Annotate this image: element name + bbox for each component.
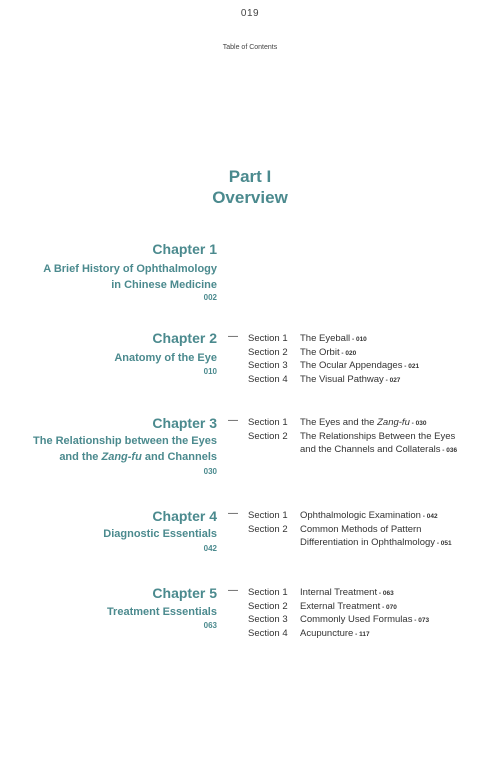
- section-title-continuation: and the Channels and Collaterals - 036: [300, 444, 458, 455]
- section-row: [248, 430, 455, 444]
- chapter-2-page: 010: [203, 367, 217, 376]
- section-row: [248, 359, 419, 374]
- chapter-3-page: 030: [203, 467, 217, 476]
- section-row: [248, 332, 367, 347]
- chapter-3-dash: —: [228, 415, 238, 426]
- section-title: Internal Treatment: [300, 587, 378, 598]
- chapter-1-heading: Chapter 1: [152, 241, 217, 257]
- section-row: [248, 416, 427, 431]
- section-row: [248, 509, 438, 524]
- chapter-3-title-line-1: The Relationship between the Eyes: [33, 435, 217, 447]
- section-label: Section 2: [248, 523, 288, 535]
- chapter-4-title: Diagnostic Essentials: [103, 528, 217, 540]
- section-title: The Eyeball: [300, 333, 351, 344]
- section-row: [248, 613, 429, 628]
- section-page: - 070: [380, 603, 397, 611]
- section-page: - 042: [420, 513, 438, 520]
- section-label: Section 1: [248, 510, 288, 521]
- section-page: - 051: [435, 540, 452, 547]
- section-page: - 073: [412, 617, 430, 624]
- section-label: Section 2: [248, 430, 288, 442]
- chapter-3-heading: Chapter 3: [152, 415, 217, 431]
- section-label: Section 3: [248, 360, 288, 371]
- section-label: Section 1: [248, 333, 288, 344]
- section-title: Commonly Used Formulas: [300, 614, 413, 625]
- chapter-2-heading: Chapter 2: [152, 330, 217, 346]
- section-title: Common Methods of Pattern: [300, 523, 422, 535]
- part-title: [0, 166, 500, 208]
- section-page: - 027: [383, 376, 401, 384]
- section-title: The Orbit: [300, 346, 340, 358]
- chapter-5-title: Treatment Essentials: [106, 606, 217, 618]
- section-row: [248, 373, 400, 388]
- section-page: - 063: [377, 590, 394, 597]
- part-name: Overview: [212, 188, 288, 207]
- section-title: External Treatment: [300, 600, 381, 612]
- chapter-5-heading: Chapter 5: [152, 585, 217, 601]
- running-head: Table of Contents: [222, 44, 278, 51]
- section-title: The Visual Pathway: [300, 373, 384, 385]
- chapter-1-title-line-2: in Chinese Medicine: [111, 279, 217, 291]
- chapter-5-dash: —: [228, 585, 238, 596]
- chapter-4-dash: —: [228, 508, 238, 519]
- section-page: - 020: [339, 349, 357, 357]
- chapter-2-dash: —: [228, 331, 238, 342]
- section-title: The Ocular Appendages: [300, 360, 403, 371]
- section-row: [248, 523, 421, 537]
- section-label: Section 2: [248, 346, 288, 358]
- part-label: Part I: [228, 167, 272, 186]
- section-title: The Relationships Between the Eyes: [300, 430, 456, 442]
- page-number: 019: [240, 8, 260, 19]
- section-label: Section 1: [248, 417, 288, 428]
- section-label: Section 3: [248, 614, 288, 625]
- section-label: Section 1: [248, 587, 288, 598]
- section-row: [248, 600, 397, 615]
- section-page: - 117: [353, 630, 370, 638]
- chapter-1-title-line-1: A Brief History of Ophthalmology: [43, 263, 217, 275]
- section-page: - 010: [350, 336, 367, 343]
- section-row: [248, 627, 370, 642]
- section-label: Section 4: [248, 627, 288, 639]
- section-row: [248, 346, 356, 361]
- chapter-1-title: [43, 261, 217, 293]
- section-row: [248, 586, 394, 601]
- chapter-5-page: 063: [203, 621, 217, 630]
- section-title: The Eyes and the Zang-fu: [300, 417, 410, 428]
- chapter-3-title-line-2: and the Zang-fu and Channels: [59, 451, 217, 463]
- section-title-continuation: Differentiation in Ophthalmology - 051: [300, 537, 452, 548]
- section-label: Section 4: [248, 373, 288, 385]
- chapter-2-title: Anatomy of the Eye: [114, 352, 217, 364]
- section-title: Acupuncture: [300, 627, 354, 639]
- chapter-4-heading: Chapter 4: [152, 508, 217, 524]
- section-page: - 030: [409, 420, 427, 427]
- chapter-4-page: 042: [203, 544, 217, 553]
- section-title: Ophthalmologic Examination: [300, 510, 421, 521]
- section-label: Section 2: [248, 600, 288, 612]
- chapter-3-title: [33, 433, 217, 465]
- section-page: - 021: [402, 363, 420, 370]
- section-page: - 036: [440, 447, 458, 454]
- chapter-1-page: 002: [203, 293, 217, 302]
